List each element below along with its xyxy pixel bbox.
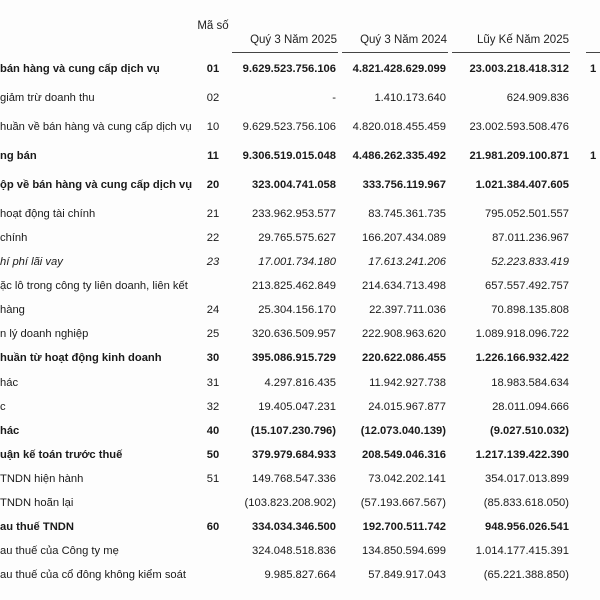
row-label: au thuế của cổ đông không kiểm soát — [0, 569, 186, 581]
q3-2024-value: 11.942.927.738 — [369, 377, 446, 389]
q3-2024-value: 192.700.511.742 — [362, 521, 446, 533]
q3-2024-value: 214.634.713.498 — [362, 280, 446, 292]
row-label: n lý doanh nghiệp — [0, 328, 89, 340]
row-label: hí phí lãi vay — [0, 256, 63, 268]
header-underline — [586, 52, 600, 53]
ytd-2025-value: 23.002.593.508.476 — [469, 121, 569, 133]
table-row — [0, 374, 600, 396]
q3-2025-value: 9.306.519.015.048 — [242, 150, 336, 162]
q3-2024-value: 333.756.119.967 — [362, 179, 446, 191]
header-underline — [452, 52, 570, 53]
row-code: 51 — [206, 473, 220, 485]
row-label: chính — [0, 232, 28, 244]
header-underline — [232, 52, 338, 53]
cut-off-value: 1 — [590, 150, 597, 162]
table-row — [0, 470, 600, 492]
q3-2025-value: 19.405.047.231 — [258, 401, 336, 413]
q3-2025-value: 320.636.509.957 — [252, 328, 336, 340]
q3-2025-value: 4.297.816.435 — [264, 377, 336, 389]
row-code: 20 — [206, 179, 220, 191]
row-code: 32 — [206, 401, 220, 413]
row-code: 11 — [207, 150, 219, 162]
row-code: 01 — [206, 63, 220, 75]
row-label: hàng — [0, 304, 25, 316]
row-code: 24 — [206, 304, 220, 316]
row-label: TNDN hoãn lại — [0, 497, 74, 509]
q3-2025-value: 395.086.915.729 — [252, 352, 336, 364]
row-code: 50 — [206, 449, 220, 461]
q3-2024-value: (12.073.040.139) — [360, 425, 446, 437]
q3-2025-value: 323.004.741.058 — [252, 179, 336, 191]
row-label: TNDN hiện hành — [0, 473, 84, 485]
row-code: 10 — [206, 121, 220, 133]
q3-2025-value: 9.629.523.756.106 — [242, 63, 336, 75]
table-row — [0, 118, 600, 140]
row-code: 25 — [206, 328, 220, 340]
table-row — [0, 494, 600, 516]
table-row — [0, 518, 600, 540]
row-label: bán hàng và cung cấp dịch vụ — [0, 63, 160, 75]
q3-2025-value: 324.048.518.836 — [252, 545, 336, 557]
row-code: 60 — [206, 521, 220, 533]
row-label: au thuế của Công ty mẹ — [0, 545, 119, 557]
ytd-2025-value: 70.898.135.808 — [491, 304, 569, 316]
row-label: huần từ hoạt động kinh doanh — [0, 352, 162, 364]
q3-2025-value: 9.629.523.756.106 — [242, 121, 336, 133]
q3-2024-value: 222.908.963.620 — [362, 328, 446, 340]
table-row — [0, 422, 600, 444]
table-row — [0, 277, 600, 299]
ytd-2025-value: 23.003.218.418.312 — [469, 63, 569, 75]
q3-2025-value: 17.001.734.180 — [258, 256, 336, 268]
q3-2025-column-header: Quý 3 Năm 2025 — [250, 34, 337, 46]
ytd-2025-value: 354.017.013.899 — [485, 473, 569, 485]
row-code: 02 — [206, 92, 220, 104]
row-code: 21 — [206, 208, 220, 220]
q3-2025-value: 233.962.953.577 — [252, 208, 336, 220]
ytd-2025-value: 657.557.492.757 — [485, 280, 569, 292]
row-label: hác — [0, 377, 19, 389]
table-row — [0, 566, 600, 588]
q3-2025-value: 29.765.575.627 — [258, 232, 336, 244]
q3-2024-value: 17.613.241.206 — [368, 256, 446, 268]
table-row — [0, 60, 600, 82]
row-label: ộp về bán hàng và cung cấp dịch vụ — [0, 179, 193, 191]
ytd-2025-value: (9.027.510.032) — [490, 425, 569, 437]
table-row — [0, 89, 600, 111]
q3-2024-value: 83.745.361.735 — [368, 208, 446, 220]
ytd-2025-value: 52.223.833.419 — [491, 256, 569, 268]
row-code: 31 — [206, 377, 220, 389]
ytd-2025-value: 18.983.584.634 — [491, 377, 569, 389]
table-row — [0, 229, 600, 251]
ytd-2025-value: (85.833.618.050) — [483, 497, 569, 509]
table-row — [0, 398, 600, 420]
row-label: uận kế toán trước thuế — [0, 449, 123, 461]
q3-2025-value: (15.107.230.796) — [250, 425, 336, 437]
table-row — [0, 301, 600, 323]
q3-2024-value: 1.410.173.640 — [374, 92, 446, 104]
cut-off-value: 1 — [590, 63, 597, 75]
q3-2025-value: - — [332, 92, 336, 104]
q3-2025-value: 213.825.462.849 — [252, 280, 336, 292]
row-label: giảm trừ doanh thu — [0, 92, 95, 104]
row-label: ặc lỗ trong công ty liên doanh, liên kết — [0, 280, 188, 292]
ytd-2025-value: 1.014.177.415.391 — [475, 545, 569, 557]
q3-2024-value: 4.486.262.335.492 — [352, 150, 446, 162]
q3-2025-value: 379.979.684.933 — [252, 449, 336, 461]
row-code: 30 — [206, 352, 220, 364]
ytd-2025-value: 21.981.209.100.871 — [469, 150, 569, 162]
table-row — [0, 446, 600, 468]
q3-2025-value: 149.768.547.336 — [252, 473, 336, 485]
q3-2024-value: 57.849.917.043 — [368, 569, 446, 581]
table-row — [0, 205, 600, 227]
q3-2025-value: 25.304.156.170 — [258, 304, 336, 316]
row-label: au thuế TNDN — [0, 521, 74, 533]
table-row — [0, 147, 600, 169]
row-label: hoạt động tài chính — [0, 208, 96, 220]
ytd-2025-value: 1.226.166.932.422 — [475, 352, 569, 364]
ytd-2025-value: 1.217.139.422.390 — [475, 449, 569, 461]
q3-2025-value: 334.034.346.500 — [252, 521, 336, 533]
q3-2025-value: 9.985.827.664 — [264, 569, 336, 581]
q3-2024-column-header: Quý 3 Năm 2024 — [360, 34, 447, 46]
q3-2024-value: (57.193.667.567) — [360, 497, 446, 509]
ytd-2025-value: 795.052.501.557 — [485, 208, 569, 220]
ytd-2025-column-header: Lũy Kế Năm 2025 — [476, 34, 569, 46]
table-row — [0, 542, 600, 564]
row-code: 40 — [206, 425, 220, 437]
row-label: ng bán — [0, 150, 37, 162]
q3-2024-value: 22.397.711.036 — [369, 304, 446, 316]
ytd-2025-value: 28.011.094.666 — [492, 401, 569, 413]
q3-2024-value: 24.015.967.877 — [368, 401, 446, 413]
row-label: c — [0, 401, 6, 413]
row-label: huần về bán hàng và cung cấp dịch vụ — [0, 121, 192, 133]
q3-2024-value: 134.850.594.699 — [362, 545, 446, 557]
row-label: hác — [0, 425, 20, 437]
header-underline — [342, 52, 448, 53]
q3-2024-value: 220.622.086.455 — [362, 352, 446, 364]
q3-2024-value: 73.042.202.141 — [368, 473, 446, 485]
table-row — [0, 325, 600, 347]
q3-2024-value: 4.820.018.455.459 — [352, 121, 446, 133]
ytd-2025-value: 87.011.236.967 — [492, 232, 569, 244]
ytd-2025-value: 1.021.384.407.605 — [475, 179, 569, 191]
ytd-2025-value: 624.909.836 — [506, 92, 569, 104]
ytd-2025-value: 1.089.918.096.722 — [475, 328, 569, 340]
ytd-2025-value: (65.221.388.850) — [483, 569, 569, 581]
table-row — [0, 176, 600, 198]
row-code: 23 — [206, 256, 220, 268]
table-row — [0, 253, 600, 275]
code-column-header: Mã số — [197, 20, 229, 32]
table-row — [0, 349, 600, 371]
q3-2025-value: (103.823.208.902) — [244, 497, 336, 509]
q3-2024-value: 208.549.046.316 — [362, 449, 446, 461]
q3-2024-value: 166.207.434.089 — [362, 232, 446, 244]
q3-2024-value: 4.821.428.629.099 — [352, 63, 446, 75]
ytd-2025-value: 948.956.026.541 — [485, 521, 569, 533]
row-code: 22 — [206, 232, 220, 244]
